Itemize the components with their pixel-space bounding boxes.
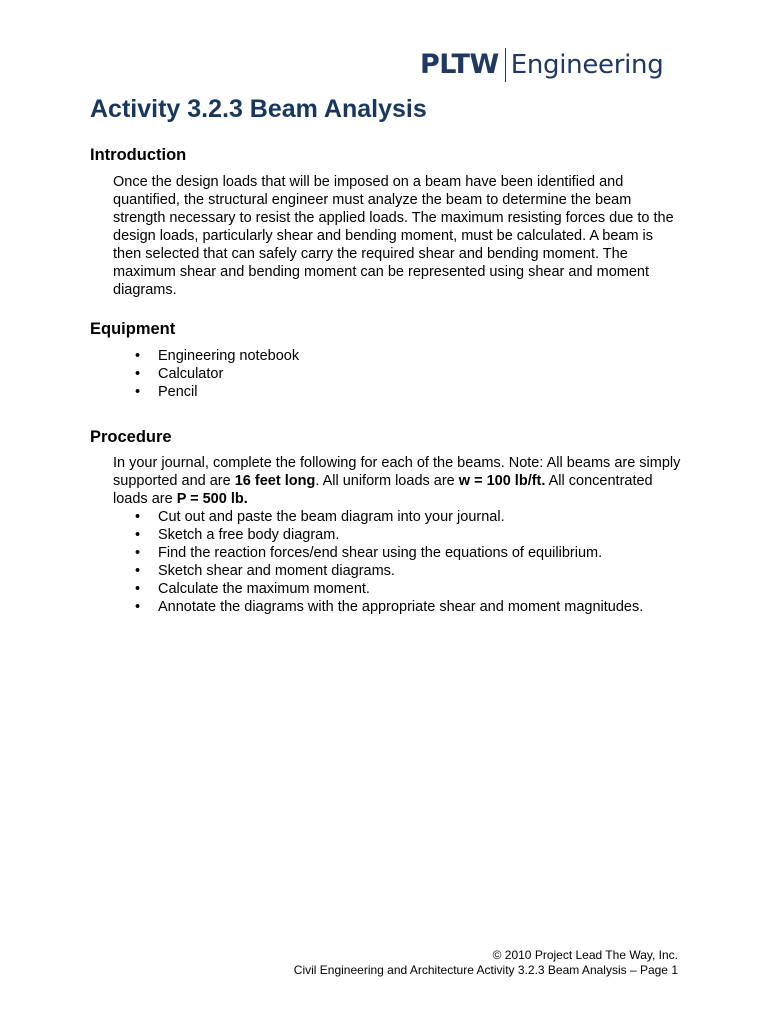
procedure-step-label: Annotate the diagrams with the appropriate shear and moment magnitudes. [158,599,644,615]
list-item [113,508,643,526]
page-title: Activity 3.2.3 Beam Analysis [90,95,427,123]
list-item [113,598,643,616]
bullet-icon: • [135,366,141,382]
equipment-item-label: Engineering notebook [158,348,300,364]
procedure-intro-text: . All uniform loads are [315,473,459,489]
bullet-icon: • [135,348,141,364]
beam-length-value: 16 feet long [234,473,316,489]
list-item [113,365,299,383]
list-item [113,580,643,598]
list-item [113,544,643,562]
procedure-step-label: Calculate the maximum moment. [158,581,370,597]
logo-product: Engineering [510,50,664,80]
equipment-item-label: Calculator [158,366,224,382]
introduction-heading: Introduction [90,146,187,164]
bullet-icon: • [135,599,141,615]
pltw-engineering-logo [420,46,663,84]
procedure-steps-list [113,508,643,616]
procedure-intro-text: In your journal, complete the following for each of the beams. Note: All beams are simply supported and are [113,455,681,489]
introduction-text: Once the design loads that will be imposed on a beam have been identified and quantified, the structural engineer must analyze the beam to determine the beam strength necessary to resist the applied loads. The maximum resisting forces due to the design loads, particularly shear and bending moment, must be calculated. A beam is then selected that can safely carry the required shear and bending moment. The maximum shear and bending moment can be represented using shear and moment diagrams. [113,174,674,298]
procedure-intro [113,454,683,508]
bullet-icon: • [135,581,141,597]
list-item [113,383,299,401]
page-footer [294,948,678,978]
footer-copyright: © 2010 Project Lead The Way, Inc. [492,948,678,962]
bullet-icon: • [135,545,141,561]
uniform-load-value: w = 100 lb/ft. [458,473,546,489]
logo-divider [505,48,506,82]
procedure-step-label: Cut out and paste the beam diagram into your journal. [158,509,505,525]
procedure-heading: Procedure [90,428,172,446]
concentrated-load-value: P = 500 lb. [176,491,248,507]
equipment-item-label: Pencil [158,384,198,400]
procedure-step-label: Sketch a free body diagram. [158,527,340,543]
list-item [113,562,643,580]
procedure-step-label: Sketch shear and moment diagrams. [158,563,395,579]
equipment-list [113,347,299,401]
list-item [113,347,299,365]
procedure-step-label: Find the reaction forces/end shear using the equations of equilibrium. [158,545,603,561]
equipment-heading: Equipment [90,320,176,338]
bullet-icon: • [135,384,141,400]
list-item [113,526,643,544]
footer-page-label: Civil Engineering and Architecture Activity 3.2.3 Beam Analysis – Page 1 [293,963,678,977]
bullet-icon: • [135,527,141,543]
procedure-intro-text: All concentrated loads are [113,473,653,507]
logo-brand: PLTW [420,49,499,80]
bullet-icon: • [135,563,141,579]
bullet-icon: • [135,509,141,525]
